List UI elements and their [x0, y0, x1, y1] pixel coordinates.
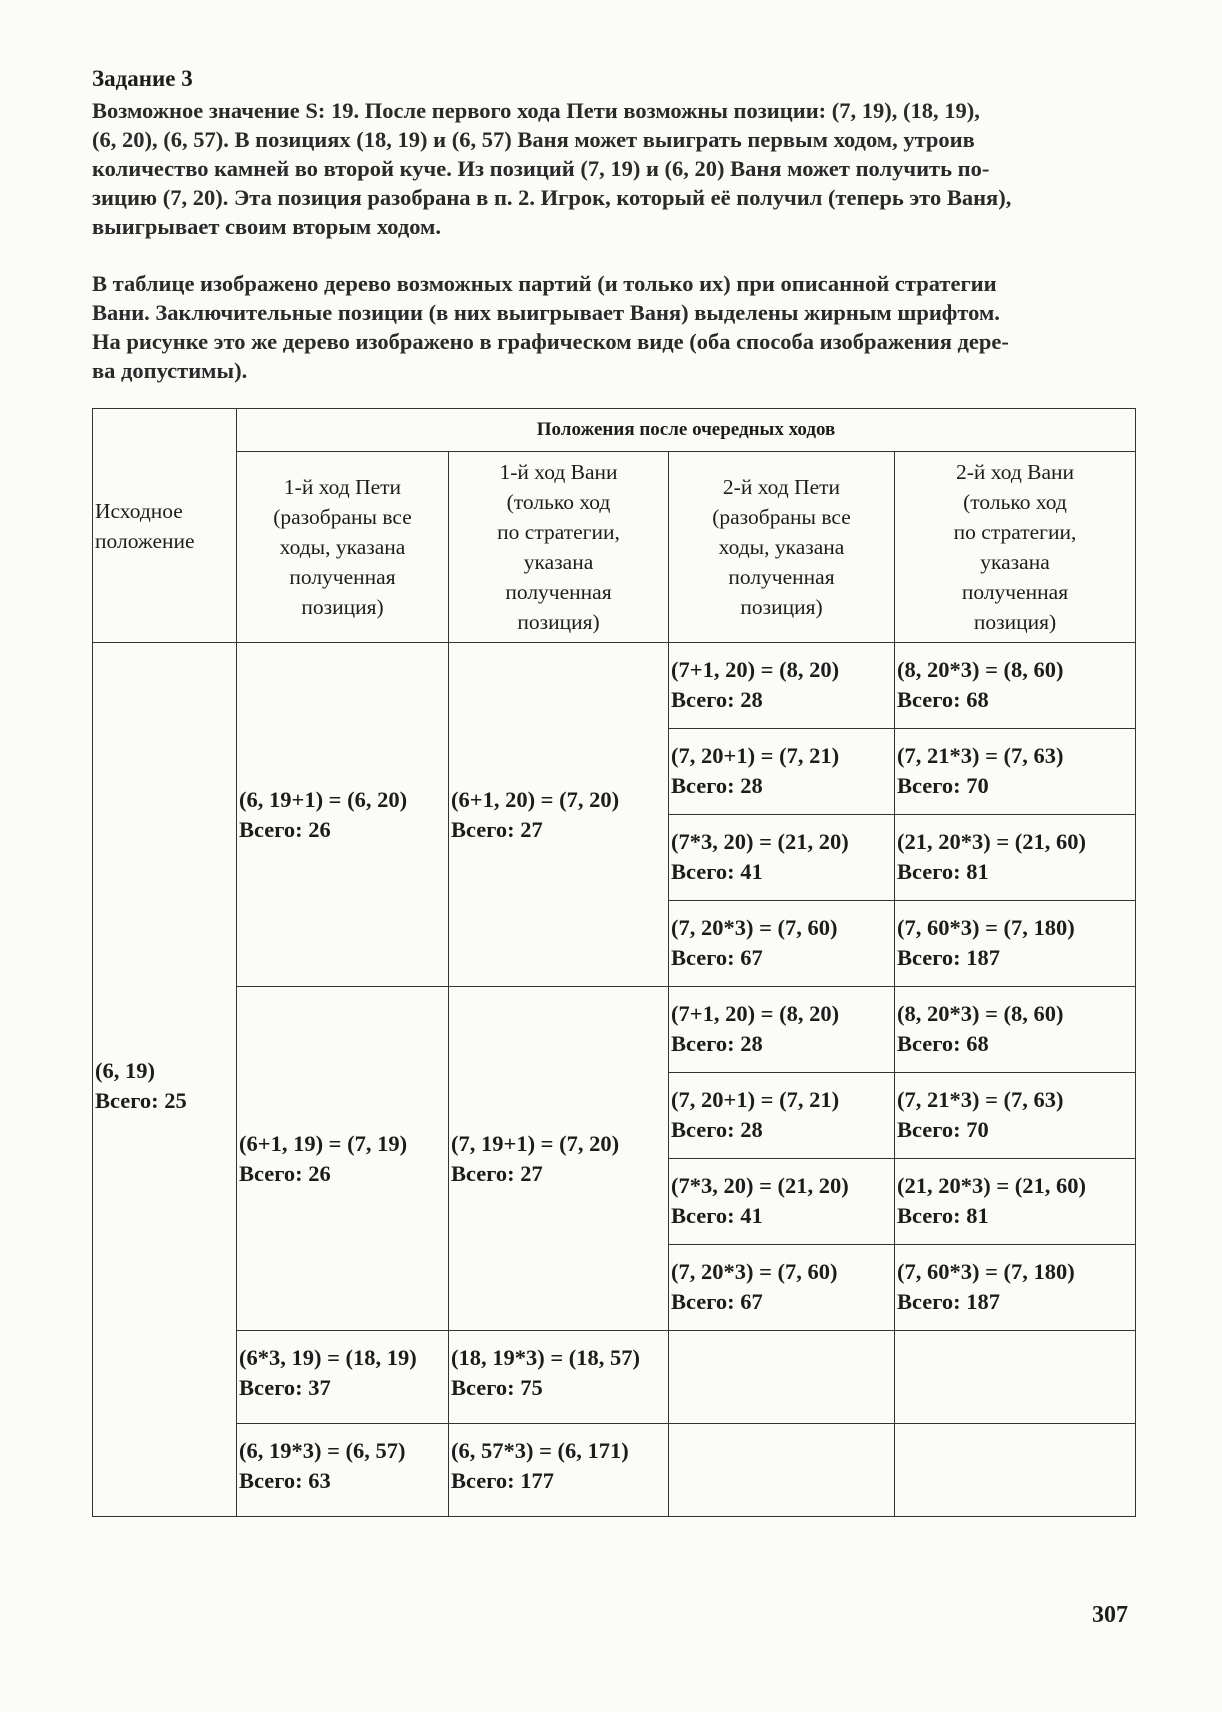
- vanya-move-2-cell: (7, 60*3) = (7, 180) Всего: 187: [895, 901, 1136, 987]
- header-group: Положения после очередных ходов: [237, 409, 1136, 452]
- text-line: зицию (7, 20). Эта позиция разобрана в п. 2. Игрок, который её получил (теперь это Ваня),: [92, 185, 1012, 210]
- text-line: выигрывает своим вторым ходом.: [92, 214, 441, 239]
- text-line: (6, 20), (6, 57). В позициях (18, 19) и (6, 57) Ваня может выиграть первым ходом, утроив: [92, 127, 975, 152]
- petya-move-1-cell: (6+1, 19) = (7, 19) Всего: 26: [237, 987, 449, 1331]
- empty-cell: [669, 1331, 895, 1424]
- petya-move-2-cell: (7*3, 20) = (21, 20) Всего: 41: [669, 815, 895, 901]
- petya-move-2-cell: (7, 20*3) = (7, 60) Всего: 67: [669, 1245, 895, 1331]
- header-vanya-move-1: 1-й ход Вани (только ход по стратегии, указана полученная позиция): [449, 452, 669, 643]
- text-line: Вани. Заключительные позиции (в них выигрывает Ваня) выделены жирным шрифтом.: [92, 300, 1000, 325]
- vanya-move-2-cell: (21, 20*3) = (21, 60) Всего: 81: [895, 1159, 1136, 1245]
- vanya-move-1-cell: (18, 19*3) = (18, 57) Всего: 75: [449, 1331, 669, 1424]
- text-line: В таблице изображено дерево возможных партий (и только их) при описанной стратегии: [92, 271, 997, 296]
- petya-move-2-cell: (7+1, 20) = (8, 20) Всего: 28: [669, 643, 895, 729]
- petya-move-2-cell: (7+1, 20) = (8, 20) Всего: 28: [669, 987, 895, 1073]
- vanya-move-2-cell: (7, 60*3) = (7, 180) Всего: 187: [895, 1245, 1136, 1331]
- petya-move-1-cell: (6, 19+1) = (6, 20) Всего: 26: [237, 643, 449, 987]
- text-line: Возможное значение S: 19. После первого хода Пети возможны позиции: (7, 19), (18, 19),: [92, 98, 980, 123]
- vanya-move-2-cell: (21, 20*3) = (21, 60) Всего: 81: [895, 815, 1136, 901]
- petya-move-1-cell: (6, 19*3) = (6, 57) Всего: 63: [237, 1424, 449, 1517]
- header-petya-move-2: 2-й ход Пети (разобраны все ходы, указана полученная позиция): [669, 452, 895, 643]
- petya-move-2-cell: (7, 20*3) = (7, 60) Всего: 67: [669, 901, 895, 987]
- text-line: На рисунке это же дерево изображено в графическом виде (оба способа изображения дере-: [92, 329, 1009, 354]
- petya-move-2-cell: (7, 20+1) = (7, 21) Всего: 28: [669, 729, 895, 815]
- header-vanya-move-2: 2-й ход Вани (только ход по стратегии, указана полученная позиция): [895, 452, 1136, 643]
- page-number: 307: [1092, 1602, 1128, 1628]
- vanya-move-2-cell: (7, 21*3) = (7, 63) Всего: 70: [895, 729, 1136, 815]
- vanya-move-1-cell: (6, 57*3) = (6, 171) Всего: 177: [449, 1424, 669, 1517]
- table-description-paragraph: [92, 269, 1136, 385]
- empty-cell: [669, 1424, 895, 1517]
- header-petya-move-1: 1-й ход Пети (разобраны все ходы, указана полученная позиция): [237, 452, 449, 643]
- vanya-move-2-cell: (8, 20*3) = (8, 60) Всего: 68: [895, 643, 1136, 729]
- text-line: ва допустимы).: [92, 358, 248, 383]
- vanya-move-2-cell: (8, 20*3) = (8, 60) Всего: 68: [895, 987, 1136, 1073]
- initial-position-cell: (6, 19) Всего: 25: [93, 643, 237, 1517]
- petya-move-1-cell: (6*3, 19) = (18, 19) Всего: 37: [237, 1331, 449, 1424]
- task-heading: Задание 3: [92, 66, 193, 91]
- game-tree-table: [92, 408, 1136, 1517]
- text-line: количество камней во второй куче. Из позиций (7, 19) и (6, 20) Ваня может получить по-: [92, 156, 990, 181]
- vanya-move-2-cell: (7, 21*3) = (7, 63) Всего: 70: [895, 1073, 1136, 1159]
- solution-paragraph: [92, 96, 1136, 241]
- petya-move-2-cell: (7, 20+1) = (7, 21) Всего: 28: [669, 1073, 895, 1159]
- empty-cell: [895, 1424, 1136, 1517]
- petya-move-2-cell: (7*3, 20) = (21, 20) Всего: 41: [669, 1159, 895, 1245]
- header-initial-position: Исходное положение: [93, 409, 237, 643]
- vanya-move-1-cell: (7, 19+1) = (7, 20) Всего: 27: [449, 987, 669, 1331]
- vanya-move-1-cell: (6+1, 20) = (7, 20) Всего: 27: [449, 643, 669, 987]
- empty-cell: [895, 1331, 1136, 1424]
